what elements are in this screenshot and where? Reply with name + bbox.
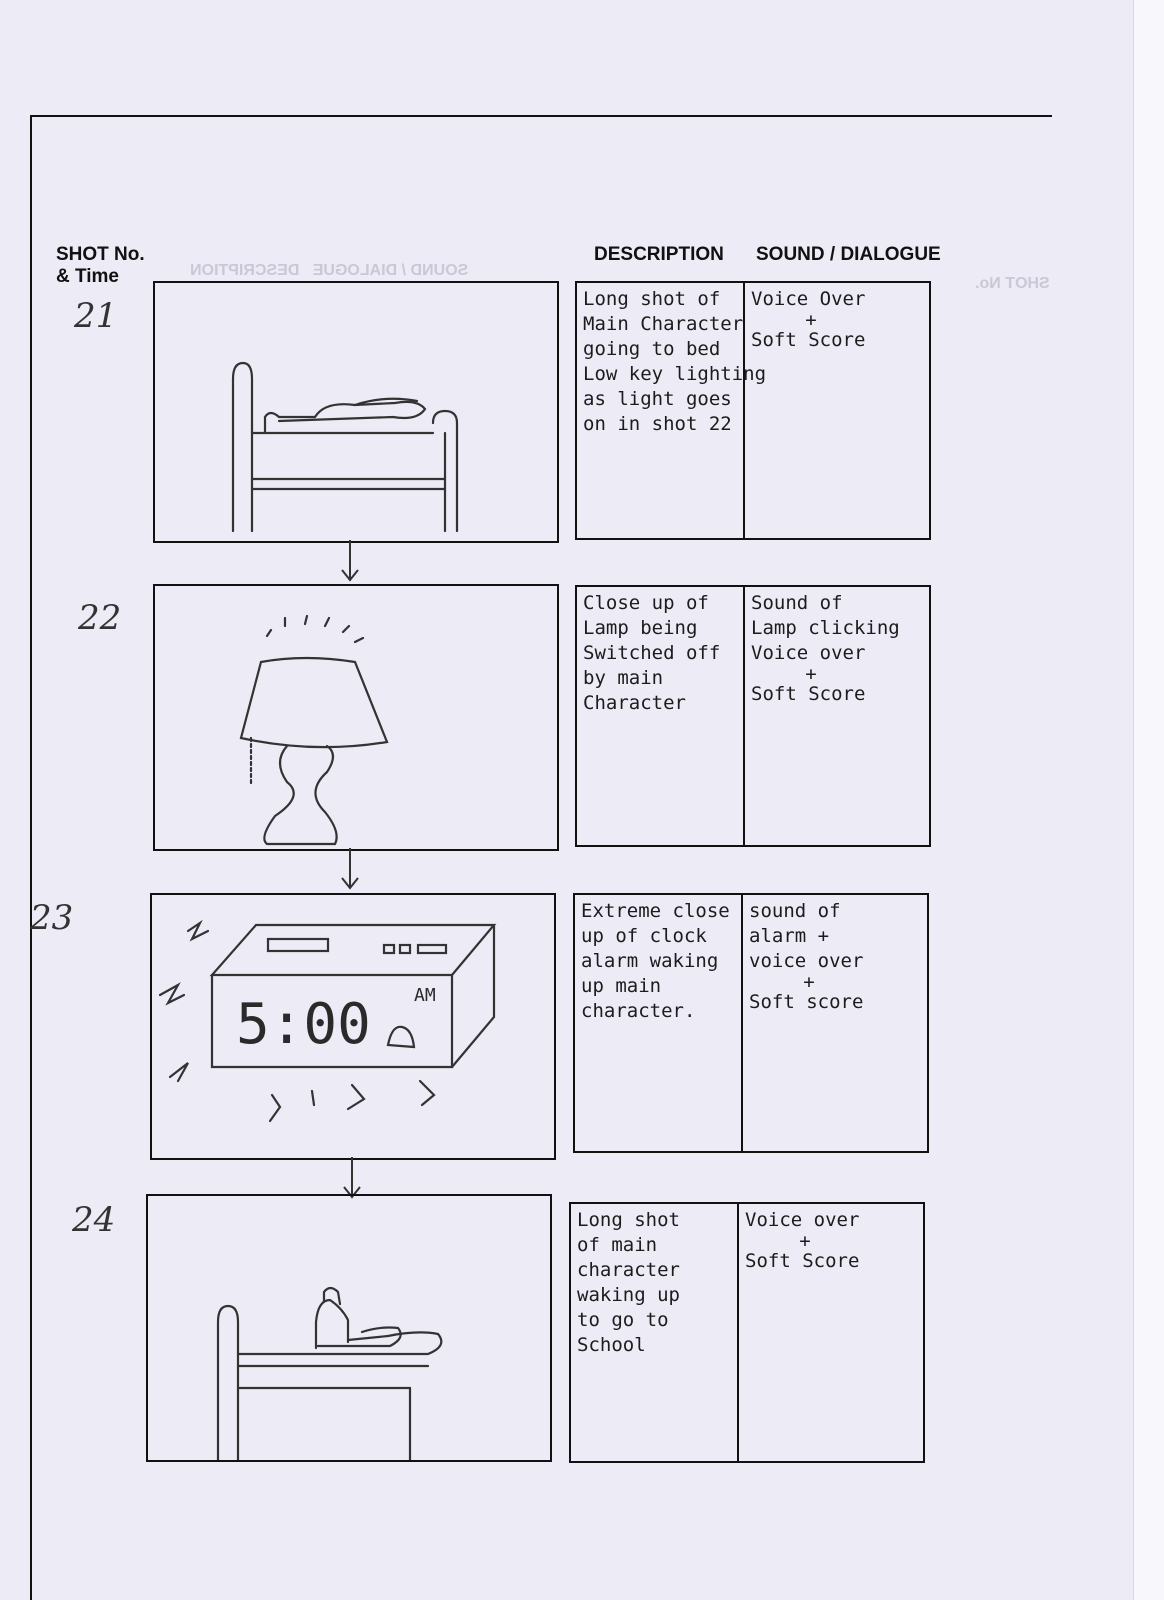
clock-ampm: AM [414,985,436,1006]
shot-frame-23 [150,893,556,1160]
description-box-24 [569,1202,925,1463]
sound-line: + [799,1230,811,1252]
shot-number: 21 [74,296,118,336]
sound-line: alarm + [749,925,830,947]
show-through-text: SHOT No. [975,275,1050,292]
description-column-header: DESCRIPTION [594,244,724,265]
shot-frame-21 [153,281,559,543]
shot-number: 23 [30,898,74,938]
down-arrow-icon [340,540,360,584]
sound-line: Lamp clicking [751,617,900,639]
description-line: Long shot [577,1209,680,1231]
sound-line: + [805,309,817,331]
lamp-sketch [155,586,557,849]
shot-number: 22 [78,598,122,638]
description-line: Switched off [583,642,721,664]
description-line: Close up of [583,592,709,614]
sound-line: Voice over [745,1209,860,1231]
sound-text [745,587,929,845]
sound-line: voice over [749,950,864,972]
sound-line: Soft score [749,991,864,1013]
shot-frame-24 [146,1194,552,1462]
description-line: Main Character [583,313,744,335]
sound-line: + [803,971,815,993]
alarm-clock-sketch [152,895,554,1158]
description-line: waking up [577,1284,680,1306]
description-box-21 [575,281,931,540]
description-text [577,283,767,538]
sound-line: Voice over [751,642,866,664]
left-rule [30,115,32,1600]
description-line: up of clock [581,925,707,947]
sound-line: sound of [749,900,841,922]
clock-digits: 5:00 [236,992,371,1057]
bed-waking-sketch [148,1196,550,1460]
description-line: Long shot of [583,288,721,310]
top-rule [30,115,1052,117]
description-line: to go to [577,1309,669,1331]
description-line: Lamp being [583,617,698,639]
shot-number: 24 [72,1200,116,1240]
sound-text [739,1204,923,1461]
sound-line: Sound of [751,592,843,614]
description-box-23 [573,893,929,1153]
description-text [575,895,743,1151]
description-line: character. [581,1000,696,1022]
description-line: Extreme close [581,900,730,922]
shot-column-header [56,244,145,288]
bed-sketch [155,283,557,541]
sound-line: Soft Score [745,1250,860,1272]
description-line: School [577,1334,646,1356]
description-line: by main [583,667,664,689]
down-arrow-icon [340,848,360,892]
description-line: up main [581,975,662,997]
sound-column-header: SOUND / DIALOGUE [756,244,941,265]
sound-line: Soft Score [751,329,866,351]
shot-label-line1: SHOT No. [56,244,145,265]
sound-line: Voice Over [751,288,866,310]
description-text [571,1204,739,1461]
description-line: on in shot 22 [583,413,732,435]
shot-frame-22 [153,584,559,851]
description-line: as light goes [583,388,732,410]
description-line: character [577,1259,680,1281]
description-line: Low key lighting [583,363,767,385]
page-edge [1133,0,1164,1600]
description-box-22 [575,585,931,847]
shot-label-line2: & Time [56,266,120,287]
show-through-text: SOUND / DIALOGUE DESCRIPTION [190,262,469,279]
description-line: of main [577,1234,658,1256]
description-line: alarm waking [581,950,719,972]
description-text [577,587,745,845]
sound-line: + [805,663,817,685]
sound-text [743,895,927,1151]
description-line: Character [583,692,686,714]
description-line: going to bed [583,338,721,360]
sound-text [745,283,929,538]
sound-line: Soft Score [751,683,866,705]
